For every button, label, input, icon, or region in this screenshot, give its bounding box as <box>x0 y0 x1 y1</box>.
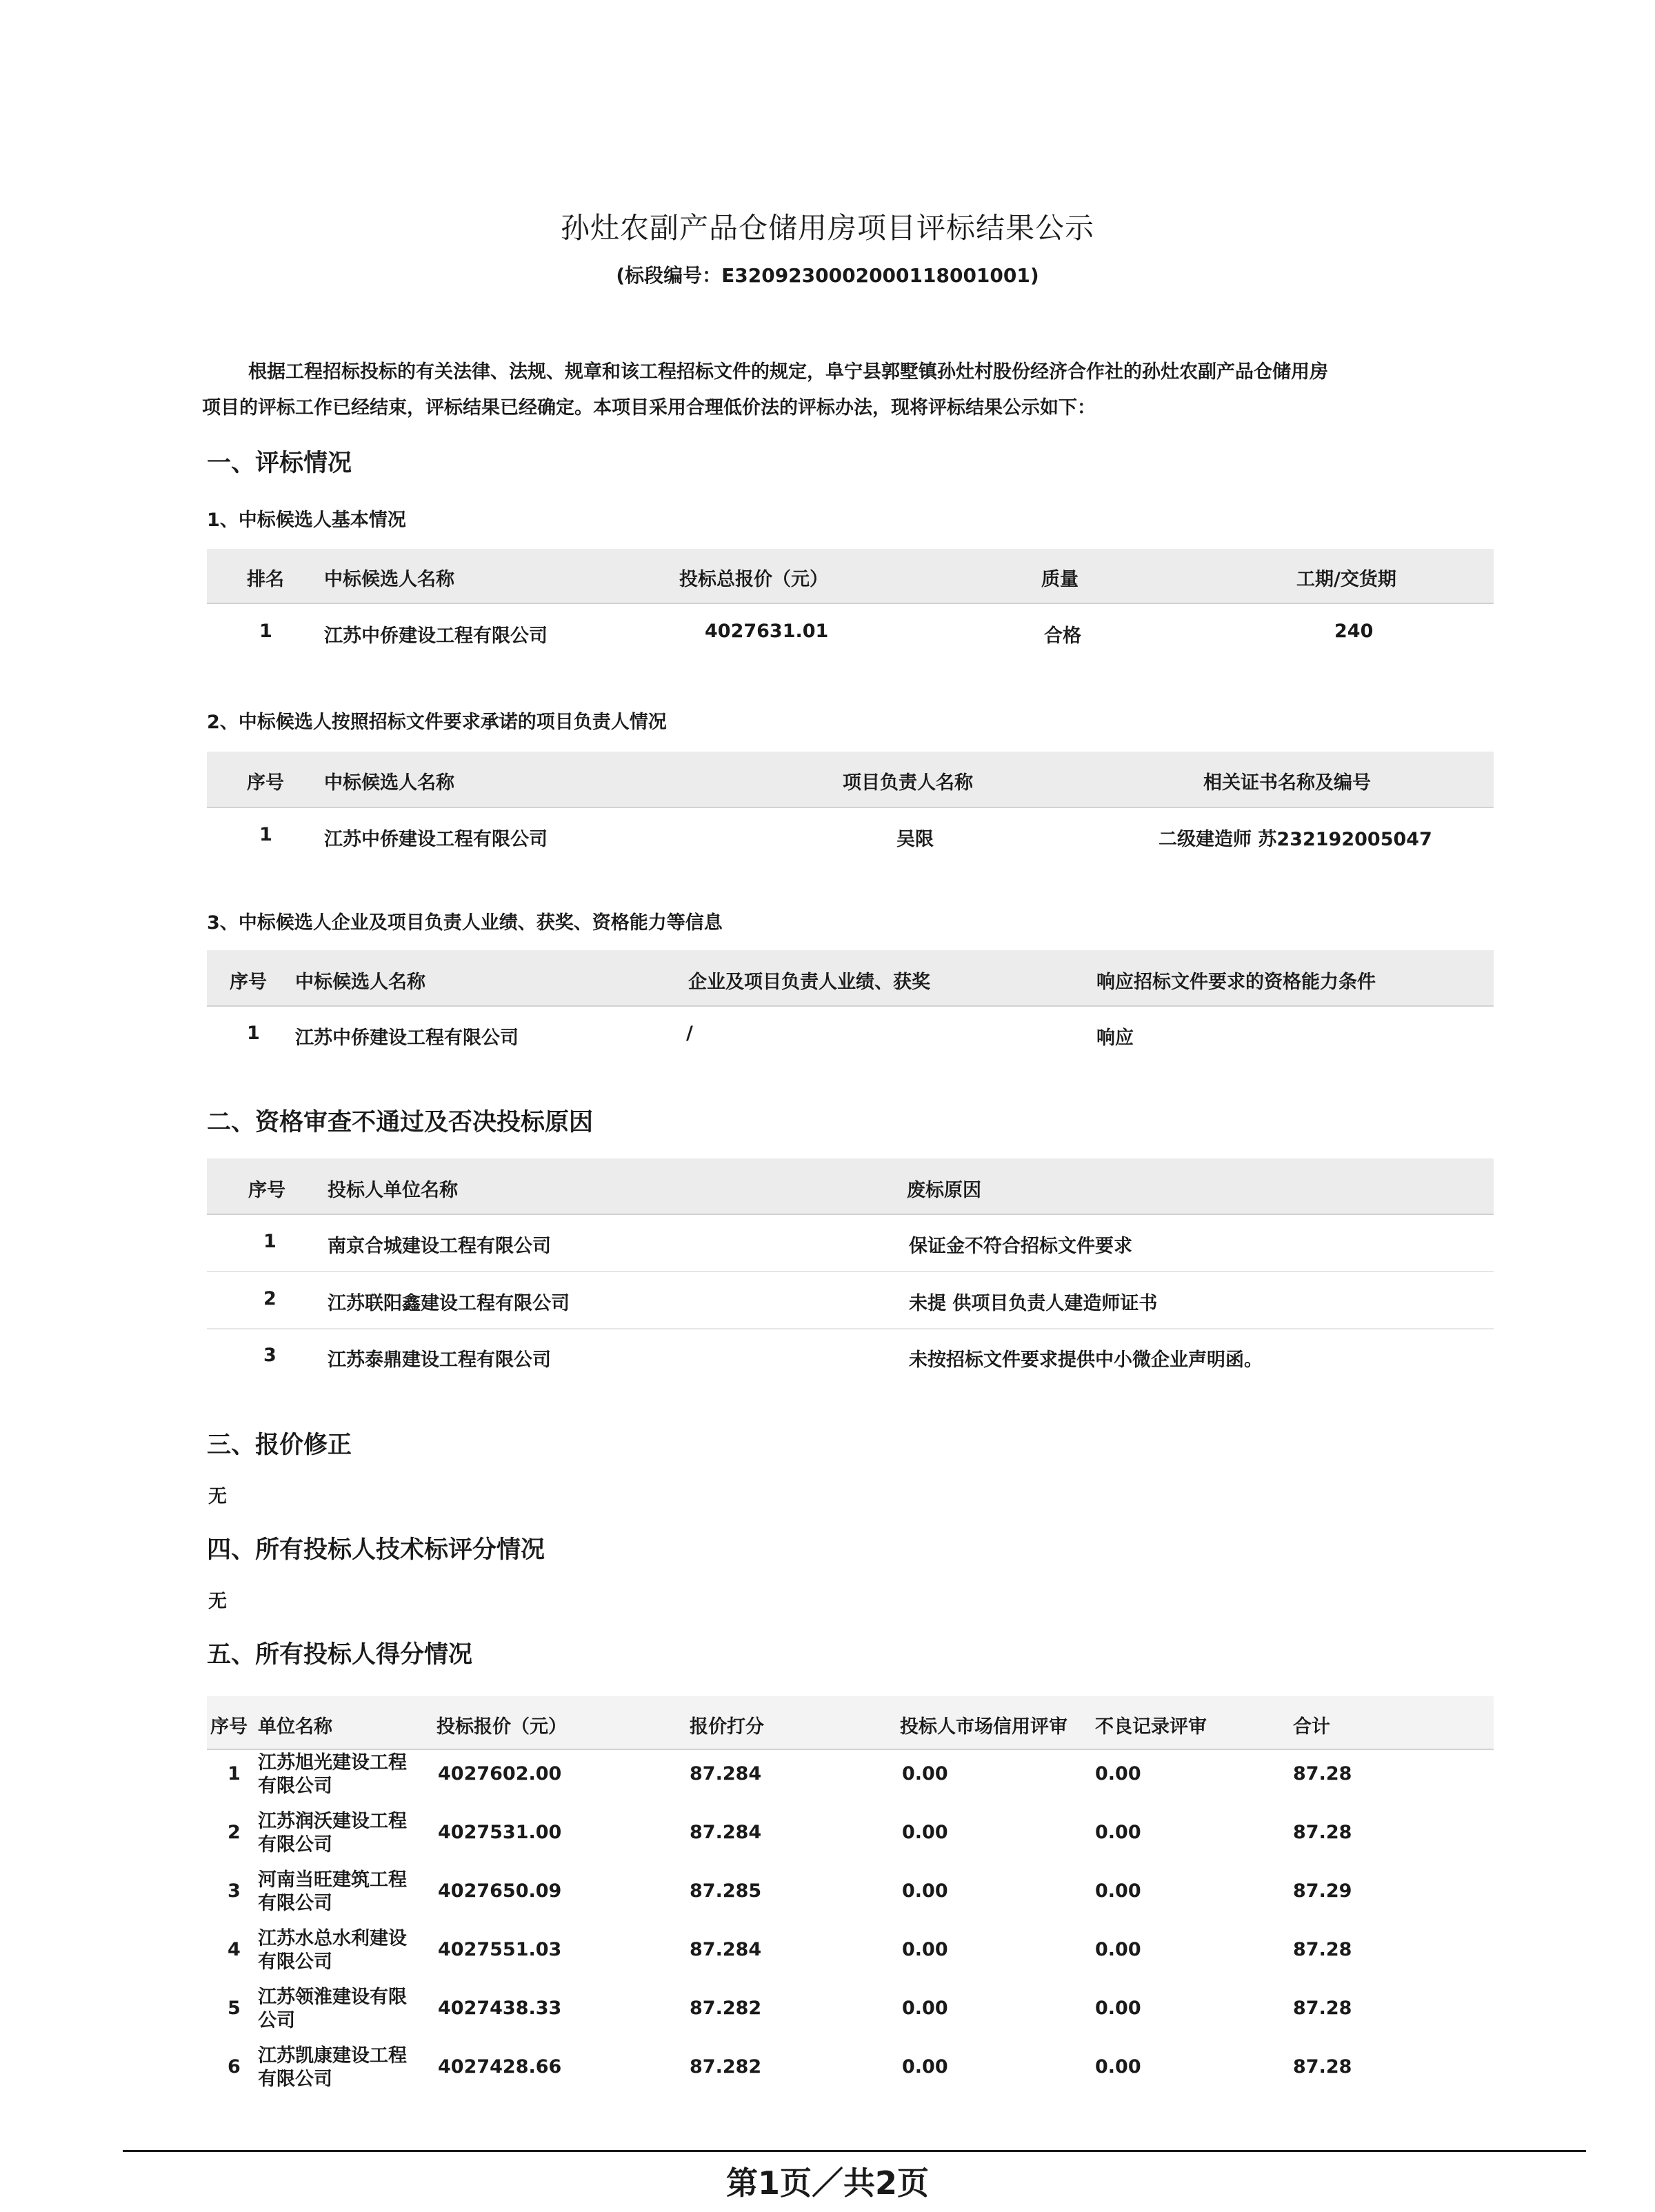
sub3-cell-name: 江苏中侨建设工程有限公司 <box>295 1027 519 1049</box>
sub3-cell-seq: 1 <box>247 1023 260 1044</box>
score-cell-name-line1: 江苏水总水利建设 <box>258 1928 407 1949</box>
section3-heading: 三、报价修正 <box>207 1431 352 1459</box>
sub2-heading: 2、中标候选人按照招标文件要求承诺的项目负责人情况 <box>207 712 667 733</box>
sub3-header-seq: 序号 <box>230 972 267 993</box>
section5-header-name: 单位名称 <box>258 1716 332 1738</box>
score-cell-name-line1: 江苏领淮建设有限 <box>258 1987 407 2008</box>
score-cell-bad-record: 0.00 <box>1095 1763 1141 1784</box>
score-cell-price-score: 87.284 <box>690 1939 762 1960</box>
section2-cell-name: 江苏泰鼎建设工程有限公司 <box>328 1349 551 1371</box>
intro-line-2: 项目的评标工作已经结束，评标结果已经确定。本项目采用合理低价法的评标办法，现将评标结果公示如下： <box>202 397 1096 419</box>
sub3-cell-qualification: 响应 <box>1096 1027 1134 1049</box>
score-cell-seq: 3 <box>228 1880 241 1902</box>
score-cell-credit: 0.00 <box>902 1939 948 1960</box>
score-cell-bad-record: 0.00 <box>1095 1939 1141 1960</box>
score-cell-total: 87.28 <box>1293 2056 1352 2078</box>
score-cell-price: 4027602.00 <box>438 1763 562 1784</box>
score-cell-name-line2: 有限公司 <box>258 1893 332 1914</box>
sub1-header-price: 投标总报价（元） <box>679 569 828 590</box>
score-cell-name-line2: 有限公司 <box>258 1951 332 1973</box>
score-cell-name-line1: 河南当旺建筑工程 <box>258 1869 407 1891</box>
section2-cell-seq: 2 <box>263 1288 277 1309</box>
sub2-cell-manager: 吴限 <box>896 829 934 850</box>
sub3-header-achievements: 企业及项目负责人业绩、获奖 <box>688 972 930 993</box>
score-cell-credit: 0.00 <box>902 1880 948 1902</box>
sub1-heading: 1、中标候选人基本情况 <box>207 510 406 531</box>
section5-header-credit: 投标人市场信用评审 <box>900 1716 1067 1738</box>
score-cell-credit: 0.00 <box>902 1763 948 1784</box>
sub1-cell-name: 江苏中侨建设工程有限公司 <box>324 625 548 647</box>
intro-paragraph <box>202 354 1496 426</box>
score-cell-name <box>258 1751 407 1798</box>
score-cell-total: 87.28 <box>1293 1998 1352 2019</box>
sub2-cell-seq: 1 <box>259 824 272 845</box>
page-number: 第1页／共2页 <box>725 2164 929 2202</box>
section2-heading: 二、资格审查不通过及否决投标原因 <box>207 1109 594 1136</box>
section5-header-price-score: 报价打分 <box>690 1716 764 1738</box>
section2-cell-seq: 1 <box>263 1231 277 1252</box>
section1-heading: 一、评标情况 <box>207 450 352 477</box>
sub2-cell-certificate: 二级建造师 苏232192005047 <box>1158 829 1432 850</box>
section2-cell-reason: 未按招标文件要求提供中小微企业声明函。 <box>909 1349 1263 1371</box>
section2-header-seq: 序号 <box>248 1180 285 1201</box>
score-cell-total: 87.29 <box>1293 1880 1352 1902</box>
sub1-header-quality: 质量 <box>1041 569 1079 590</box>
score-cell-seq: 4 <box>228 1939 241 1960</box>
score-cell-price-score: 87.284 <box>690 1822 762 1843</box>
sub2-cell-name: 江苏中侨建设工程有限公司 <box>324 829 548 850</box>
row-divider <box>207 1271 1494 1272</box>
sub1-header-name: 中标候选人名称 <box>324 569 454 590</box>
score-cell-name <box>258 1810 407 1857</box>
score-cell-name-line2: 有限公司 <box>258 1834 332 1856</box>
score-cell-credit: 0.00 <box>902 1822 948 1843</box>
sub3-cell-achievements: / <box>686 1023 693 1044</box>
score-cell-bad-record: 0.00 <box>1095 1880 1141 1902</box>
score-cell-total: 87.28 <box>1293 1763 1352 1784</box>
score-cell-bad-record: 0.00 <box>1095 1822 1141 1843</box>
section4-heading: 四、所有投标人技术标评分情况 <box>207 1536 545 1564</box>
sub1-cell-period: 240 <box>1334 621 1374 642</box>
score-cell-price-score: 87.284 <box>690 1763 762 1784</box>
section2-cell-reason: 未提 供项目负责人建造师证书 <box>909 1293 1158 1314</box>
section5-header-seq: 序号 <box>210 1716 248 1738</box>
score-cell-name <box>258 1927 407 1974</box>
section2-cell-name: 南京合城建设工程有限公司 <box>328 1236 551 1257</box>
sub2-header-certificate: 相关证书名称及编号 <box>1203 772 1371 794</box>
score-cell-price: 4027531.00 <box>438 1822 562 1843</box>
score-cell-name-line2: 有限公司 <box>258 1776 332 1797</box>
score-cell-price-score: 87.285 <box>690 1880 762 1902</box>
score-cell-price: 4027438.33 <box>438 1998 562 2019</box>
sub3-header-name: 中标候选人名称 <box>295 972 425 993</box>
score-cell-price: 4027551.03 <box>438 1939 562 1960</box>
score-cell-name-line1: 江苏润沃建设工程 <box>258 1811 407 1832</box>
score-cell-name-line2: 有限公司 <box>258 2069 332 2090</box>
sub1-cell-quality: 合格 <box>1044 625 1081 647</box>
section5-header-price: 投标报价（元） <box>437 1716 567 1738</box>
score-cell-name <box>258 1869 407 1916</box>
bid-section-number: (标段编号：E3209230002000118001001) <box>616 264 1039 287</box>
section2-header-reason: 废标原因 <box>907 1180 981 1201</box>
score-cell-seq: 6 <box>228 2056 241 2078</box>
sub1-header-period: 工期/交货期 <box>1296 569 1396 590</box>
intro-line-1: 根据工程招标投标的有关法律、法规、规章和该工程招标文件的规定，阜宁县郭墅镇孙灶村股份经济合作社的孙灶农副产品仓储用房 <box>248 361 1328 383</box>
score-cell-price-score: 87.282 <box>690 2056 762 2078</box>
section3-content: 无 <box>208 1486 227 1507</box>
sub2-header-manager: 项目负责人名称 <box>843 772 973 794</box>
score-cell-seq: 1 <box>228 1763 241 1784</box>
section2-cell-seq: 3 <box>263 1345 277 1366</box>
sub1-cell-rank: 1 <box>259 621 272 642</box>
score-cell-credit: 0.00 <box>902 1998 948 2019</box>
section5-header-total: 合计 <box>1293 1716 1330 1738</box>
sub3-header-qualification: 响应招标文件要求的资格能力条件 <box>1096 972 1376 993</box>
section2-header-name: 投标人单位名称 <box>328 1180 458 1201</box>
section5-heading: 五、所有投标人得分情况 <box>207 1641 473 1669</box>
section2-cell-reason: 保证金不符合招标文件要求 <box>909 1236 1132 1257</box>
footer-divider <box>123 2150 1586 2152</box>
section5-header-bad-record: 不良记录评审 <box>1095 1716 1207 1738</box>
score-cell-name-line2: 公司 <box>258 2010 295 2031</box>
score-cell-total: 87.28 <box>1293 1822 1352 1843</box>
score-cell-name <box>258 2044 407 2091</box>
score-cell-seq: 5 <box>228 1998 241 2019</box>
score-cell-credit: 0.00 <box>902 2056 948 2078</box>
score-cell-bad-record: 0.00 <box>1095 1998 1141 2019</box>
score-cell-name-line1: 江苏旭光建设工程 <box>258 1752 407 1773</box>
score-cell-price-score: 87.282 <box>690 1998 762 2019</box>
score-cell-bad-record: 0.00 <box>1095 2056 1141 2078</box>
sub2-header-seq: 序号 <box>247 772 284 794</box>
sub1-header-rank: 排名 <box>247 569 284 590</box>
row-divider <box>207 1328 1494 1329</box>
score-cell-total: 87.28 <box>1293 1939 1352 1960</box>
score-cell-name <box>258 1986 407 2033</box>
sub2-header-name: 中标候选人名称 <box>324 772 454 794</box>
score-cell-price: 4027428.66 <box>438 2056 562 2078</box>
section2-cell-name: 江苏联阳鑫建设工程有限公司 <box>328 1293 570 1314</box>
score-cell-seq: 2 <box>228 1822 241 1843</box>
sub3-heading: 3、中标候选人企业及项目负责人业绩、获奖、资格能力等信息 <box>207 912 723 934</box>
sub1-cell-price: 4027631.01 <box>705 621 829 642</box>
page-title: 孙灶农副产品仓储用房项目评标结果公示 <box>560 211 1094 245</box>
section4-content: 无 <box>208 1591 227 1612</box>
score-cell-price: 4027650.09 <box>438 1880 562 1902</box>
score-cell-name-line1: 江苏凯康建设工程 <box>258 2045 407 2067</box>
